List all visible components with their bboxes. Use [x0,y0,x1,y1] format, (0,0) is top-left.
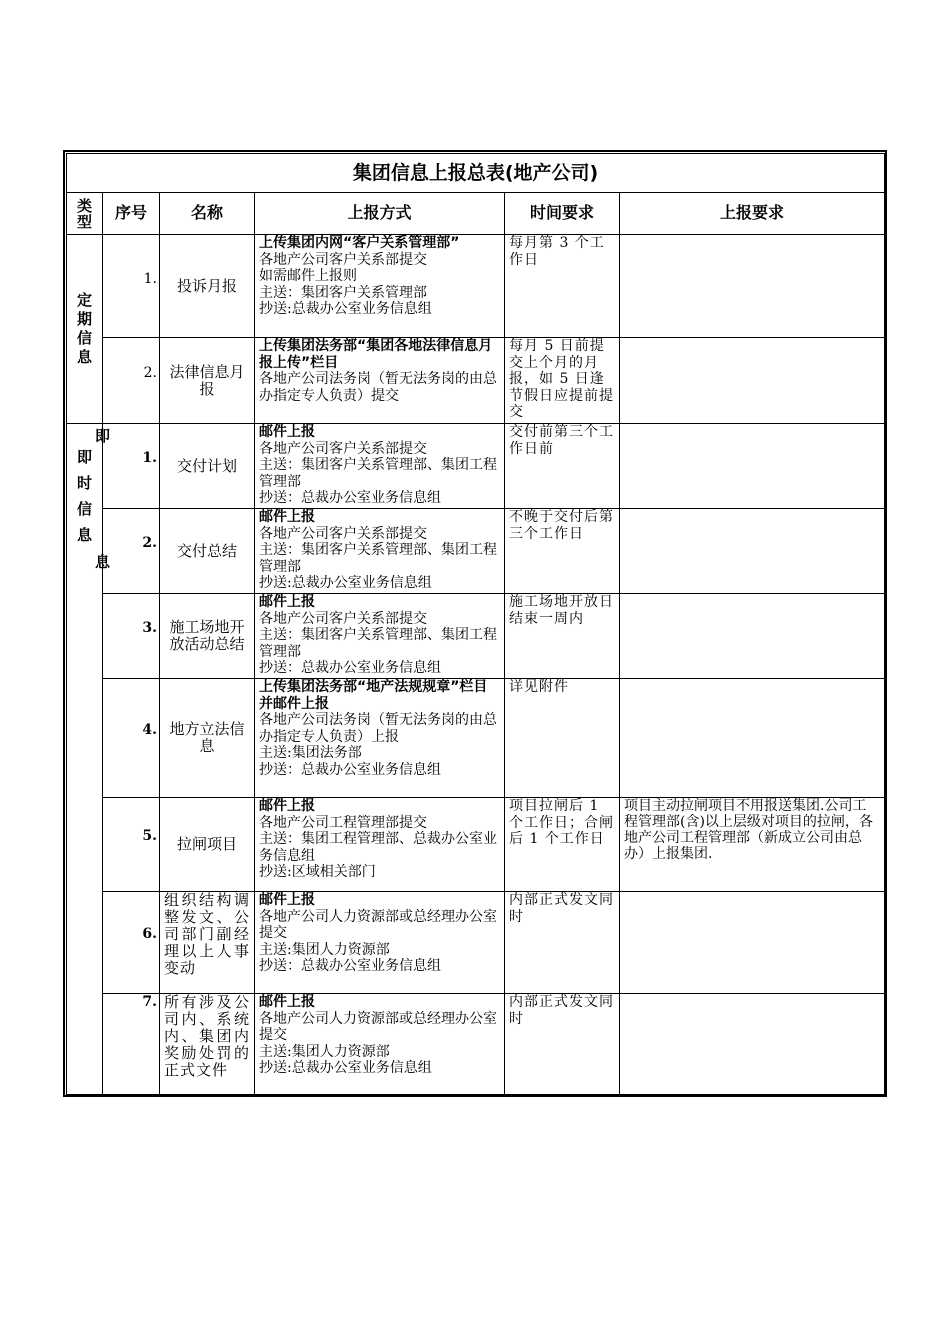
table-row [67,338,885,424]
table-row [67,424,885,509]
row-method: 邮件上报 各地产公司客户关系部提交 主送：集团客户关系管理部、集团工程管理部 抄送：总裁办公室业务信息组 [255,424,505,509]
row-number: 1. [103,424,160,509]
row-method: 邮件上报 各地产公司人力资源部或总经理办公室提交 主送:集团人力资源部 抄送：总裁办公室业务信息组 [255,892,505,994]
row-method: 上传集团法务部“地产法规规章”栏目并邮件上报 各地产公司法务岗（暂无法务岗的由总办指定专人负责）上报 主送:集团法务部 抄送：总裁办公室业务信息组 [255,679,505,798]
row-name: 地方立法信息 [160,679,255,798]
category-regular: 定期信息 [67,235,103,424]
table-row [67,892,885,994]
row-req [620,338,885,424]
row-req [620,594,885,679]
row-name: 拉闸项目 [160,798,255,892]
row-number: 2. [103,338,160,424]
row-number: 2. [103,509,160,594]
row-time: 交付前第三个工作日前 [505,424,620,509]
header-no: 序号 [103,193,160,235]
row-name: 投诉月报 [160,235,255,338]
table-row [67,994,885,1095]
row-req [620,235,885,338]
row-method: 上传集团内网“客户关系管理部” 各地产公司客户关系部提交 如需邮件上报则 主送：集团客户关系管理部 抄送:总裁办公室业务信息组 [255,235,505,338]
row-method: 邮件上报 各地产公司客户关系部提交 主送：集团客户关系管理部、集团工程管理部 抄送：总裁办公室业务信息组 [255,594,505,679]
row-name: 交付总结 [160,509,255,594]
table-row [67,679,885,798]
table-row [67,235,885,338]
row-name: 所有涉及公司内、系统内、集团内奖励处罚的正式文件 [160,994,255,1095]
row-req: 项目主动拉闸项目不用报送集团.公司工程管理部(含)以上层级对项目的拉闸，各地产公司工程管理部（新成立公司由总办）上报集团. [620,798,885,892]
row-req [620,424,885,509]
table-row [67,798,885,892]
row-time: 不晚于交付后第三个工作日 [505,509,620,594]
row-method: 邮件上报 各地产公司客户关系部提交 主送：集团客户关系管理部、集团工程管理部 抄送:总裁办公室业务信息组 [255,509,505,594]
row-req [620,509,885,594]
row-req [620,994,885,1095]
table-row [67,594,885,679]
row-time: 每月 5 日前提交上个月的月报，如 5 日逢节假日应提前提交 [505,338,620,424]
row-number: 4. [103,679,160,798]
row-method: 邮件上报 各地产公司工程管理部提交 主送：集团工程管理部、总裁办公室业务信息组 抄送:区域相关部门 [255,798,505,892]
row-req [620,892,885,994]
table-row [67,509,885,594]
row-number: 7. [103,994,160,1095]
row-number: 5. [103,798,160,892]
row-name: 法律信息月报 [160,338,255,424]
row-time: 每月第 3 个工作日 [505,235,620,338]
row-time: 项目拉闸后 1 个工作日；合闸后 1 个工作日 [505,798,620,892]
header-time: 时间要求 [505,193,620,235]
header-type: 类型 [67,193,103,235]
row-number: 3. [103,594,160,679]
header-method: 上报方式 [255,193,505,235]
row-name: 组织结构调整发文、公司部门副经理以上人事变动 [160,892,255,994]
row-req [620,679,885,798]
row-method: 邮件上报 各地产公司人力资源部或总经理办公室提交 主送:集团人力资源部 抄送:总裁办公室业务信息组 [255,994,505,1095]
row-time: 施工场地开放日结束一周内 [505,594,620,679]
row-name: 交付计划 [160,424,255,509]
table-title: 集团信息上报总表(地产公司) [67,154,885,193]
row-time: 内部正式发文同时 [505,994,620,1095]
header-req: 上报要求 [620,193,885,235]
row-number: 6. [103,892,160,994]
header-name: 名称 [160,193,255,235]
category-instant: 即 即 时 信 息 息 [67,424,103,1095]
row-time: 详见附件 [505,679,620,798]
row-name: 施工场地开放活动总结 [160,594,255,679]
row-number: 1. [103,235,160,338]
row-time: 内部正式发文同时 [505,892,620,994]
report-summary-table [66,153,885,1095]
row-method: 上传集团法务部“集团各地法律信息月报上传”栏目 各地产公司法务岗（暂无法务岗的由总办指定专人负责）提交 [255,338,505,424]
